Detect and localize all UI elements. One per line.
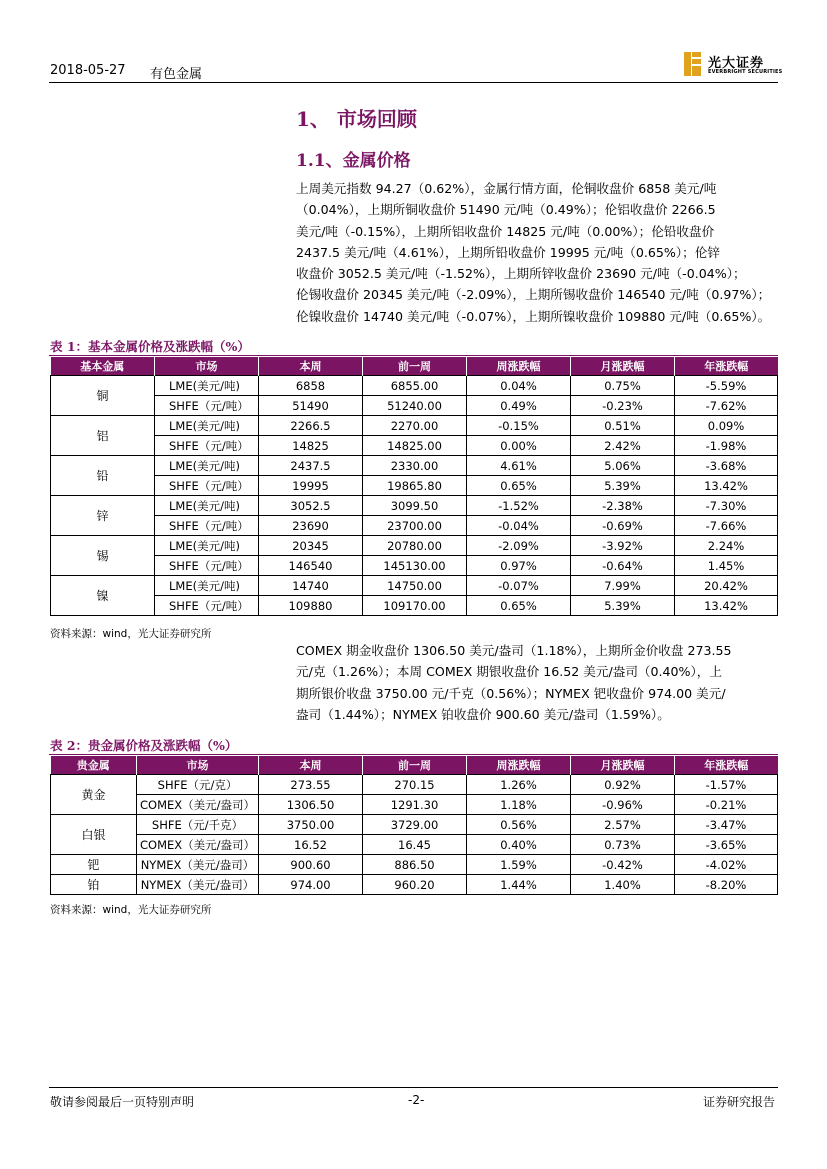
footer-doc-type: 证券研究报告: [703, 1095, 776, 1109]
yearly-change-cell: -0.21%: [675, 795, 778, 815]
market-cell: COMEX（美元/盎司）: [137, 795, 259, 815]
prev-week-cell: 886.50: [363, 855, 467, 875]
prev-week-cell: 270.15: [363, 775, 467, 795]
prev-week-cell: 51240.00: [363, 396, 467, 416]
report-date: 2018-05-27: [50, 63, 126, 78]
subsection-title: 1.1、金属价格: [296, 151, 411, 171]
this-week-cell: 974.00: [259, 875, 363, 895]
column-header: 基本金属: [51, 357, 155, 376]
yearly-change-cell: -3.47%: [675, 815, 778, 835]
yearly-change-cell: 13.42%: [675, 596, 778, 616]
page-number: -2-: [408, 1093, 425, 1107]
yearly-change-cell: -5.59%: [675, 376, 778, 396]
weekly-change-cell: 1.44%: [467, 875, 571, 895]
weekly-change-cell: 0.65%: [467, 596, 571, 616]
weekly-change-cell: 0.04%: [467, 376, 571, 396]
weekly-change-cell: -0.15%: [467, 416, 571, 436]
table2-rule: [49, 754, 778, 755]
monthly-change-cell: -0.23%: [571, 396, 675, 416]
column-header: 年涨跌幅: [675, 756, 778, 775]
market-cell: SHFE（元/吨）: [155, 556, 259, 576]
prev-week-cell: 2330.00: [363, 456, 467, 476]
market-cell: SHFE（元/吨）: [155, 596, 259, 616]
metal-name-cell: 铂: [51, 875, 137, 895]
yearly-change-cell: 2.24%: [675, 536, 778, 556]
yearly-change-cell: -7.66%: [675, 516, 778, 536]
market-cell: SHFE（元/吨）: [155, 396, 259, 416]
column-header: 前一周: [363, 756, 467, 775]
logo-mark-icon: [684, 52, 701, 76]
market-cell: NYMEX（美元/盎司）: [137, 875, 259, 895]
prev-week-cell: 14750.00: [363, 576, 467, 596]
market-cell: LME(美元/吨): [155, 536, 259, 556]
monthly-change-cell: 7.99%: [571, 576, 675, 596]
weekly-change-cell: -0.04%: [467, 516, 571, 536]
table1-source: 资料来源：wind，光大证券研究所: [50, 628, 212, 640]
table-row: [51, 795, 778, 815]
table-row: [51, 775, 778, 795]
monthly-change-cell: 0.92%: [571, 775, 675, 795]
paragraph-line: （0.04%），上期所铜收盘价 51490 元/吨（0.49%）；伦铝收盘价 2266.5: [296, 202, 716, 218]
table-row: [51, 556, 778, 576]
paragraph-line: 伦镍收盘价 14740 美元/吨（-0.07%），上期所镍收盘价 109880 元/吨（0.65%）。: [296, 308, 771, 324]
precious-metals-table: [50, 756, 778, 895]
monthly-change-cell: 2.57%: [571, 815, 675, 835]
weekly-change-cell: 1.26%: [467, 775, 571, 795]
this-week-cell: 146540: [259, 556, 363, 576]
market-cell: SHFE（元/克）: [137, 775, 259, 795]
logo-text-cn: 光大证券: [708, 56, 765, 71]
logo-text-en: EVERBRIGHT SECURITIES: [708, 69, 783, 75]
market-cell: LME(美元/吨): [155, 416, 259, 436]
monthly-change-cell: -3.92%: [571, 536, 675, 556]
column-header: 贵金属: [51, 756, 137, 775]
table-row: [51, 835, 778, 855]
monthly-change-cell: -0.42%: [571, 855, 675, 875]
table-row: [51, 596, 778, 616]
prev-week-cell: 1291.30: [363, 795, 467, 815]
table-row: [51, 456, 778, 476]
market-cell: SHFE（元/吨）: [155, 436, 259, 456]
table-header-row: [51, 756, 778, 775]
prev-week-cell: 23700.00: [363, 516, 467, 536]
prev-week-cell: 3729.00: [363, 815, 467, 835]
table-row: [51, 815, 778, 835]
table1-rule: [49, 355, 778, 356]
table-row: [51, 416, 778, 436]
metal-name-cell: 锡: [51, 536, 155, 576]
monthly-change-cell: -2.38%: [571, 496, 675, 516]
paragraph-line: 期所银价收盘 3750.00 元/千克（0.56%）；NYMEX 钯收盘价 974.00 美元/: [296, 685, 726, 701]
this-week-cell: 1306.50: [259, 795, 363, 815]
market-cell: NYMEX（美元/盎司）: [137, 855, 259, 875]
this-week-cell: 16.52: [259, 835, 363, 855]
weekly-change-cell: 4.61%: [467, 456, 571, 476]
market-cell: COMEX（美元/盎司）: [137, 835, 259, 855]
column-header: 市场: [155, 357, 259, 376]
market-cell: LME(美元/吨): [155, 496, 259, 516]
prev-week-cell: 2270.00: [363, 416, 467, 436]
this-week-cell: 23690: [259, 516, 363, 536]
metal-name-cell: 锌: [51, 496, 155, 536]
table-row: [51, 576, 778, 596]
yearly-change-cell: 20.42%: [675, 576, 778, 596]
metal-name-cell: 铜: [51, 376, 155, 416]
table1-caption: 表 1：基本金属价格及涨跌幅（%）: [50, 339, 250, 354]
table-row: [51, 396, 778, 416]
prev-week-cell: 16.45: [363, 835, 467, 855]
column-header: 本周: [259, 756, 363, 775]
yearly-change-cell: -3.68%: [675, 456, 778, 476]
monthly-change-cell: 2.42%: [571, 436, 675, 456]
market-cell: SHFE（元/吨）: [155, 476, 259, 496]
prev-week-cell: 145130.00: [363, 556, 467, 576]
table-row: [51, 875, 778, 895]
this-week-cell: 2437.5: [259, 456, 363, 476]
column-header: 周涨跌幅: [467, 756, 571, 775]
yearly-change-cell: -8.20%: [675, 875, 778, 895]
table-row: [51, 536, 778, 556]
this-week-cell: 109880: [259, 596, 363, 616]
monthly-change-cell: 5.06%: [571, 456, 675, 476]
metal-name-cell: 钯: [51, 855, 137, 875]
this-week-cell: 51490: [259, 396, 363, 416]
yearly-change-cell: 0.09%: [675, 416, 778, 436]
paragraph-line: 上周美元指数 94.27（0.62%），金属行情方面，伦铜收盘价 6858 美元/吨: [296, 181, 717, 196]
paragraph-line: 盎司（1.44%）；NYMEX 铂收盘价 900.60 美元/盎司（1.59%）。: [296, 706, 670, 722]
prev-week-cell: 960.20: [363, 875, 467, 895]
market-cell: LME(美元/吨): [155, 376, 259, 396]
yearly-change-cell: -4.02%: [675, 855, 778, 875]
monthly-change-cell: -0.69%: [571, 516, 675, 536]
section-title: 1、 市场回顾: [296, 107, 417, 131]
monthly-change-cell: 5.39%: [571, 476, 675, 496]
yearly-change-cell: -7.62%: [675, 396, 778, 416]
paragraph-line: 元/克（1.26%）；本周 COMEX 期银收盘价 16.52 美元/盎司（0.40%），上: [296, 664, 722, 680]
paragraph-line: COMEX 期金收盘价 1306.50 美元/盎司（1.18%），上期所金价收盘 273.55: [296, 643, 732, 658]
yearly-change-cell: -3.65%: [675, 835, 778, 855]
yearly-change-cell: -1.98%: [675, 436, 778, 456]
table-row: [51, 496, 778, 516]
column-header: 市场: [137, 756, 259, 775]
table2-caption: 表 2：贵金属价格及涨跌幅（%）: [50, 738, 238, 753]
column-header: 月涨跌幅: [571, 357, 675, 376]
table-row: [51, 476, 778, 496]
table-header-row: [51, 357, 778, 376]
market-cell: LME(美元/吨): [155, 456, 259, 476]
metal-name-cell: 黄金: [51, 775, 137, 815]
weekly-change-cell: 1.59%: [467, 855, 571, 875]
header-divider: [49, 82, 778, 83]
weekly-change-cell: -1.52%: [467, 496, 571, 516]
metal-name-cell: 白银: [51, 815, 137, 855]
paragraph-line: 2437.5 美元/吨（4.61%），上期所铅收盘价 19995 元/吨（0.65%）；伦锌: [296, 244, 720, 260]
column-header: 前一周: [363, 357, 467, 376]
this-week-cell: 20345: [259, 536, 363, 556]
company-logo: [684, 52, 783, 78]
this-week-cell: 900.60: [259, 855, 363, 875]
table-row: [51, 516, 778, 536]
market-review-paragraph: [296, 178, 778, 327]
monthly-change-cell: 5.39%: [571, 596, 675, 616]
this-week-cell: 3750.00: [259, 815, 363, 835]
prev-week-cell: 14825.00: [363, 436, 467, 456]
weekly-change-cell: 0.56%: [467, 815, 571, 835]
metal-name-cell: 铅: [51, 456, 155, 496]
base-metals-table: [50, 357, 778, 616]
report-category: 有色金属: [150, 67, 203, 82]
this-week-cell: 19995: [259, 476, 363, 496]
prev-week-cell: 19865.80: [363, 476, 467, 496]
column-header: 月涨跌幅: [571, 756, 675, 775]
column-header: 周涨跌幅: [467, 357, 571, 376]
monthly-change-cell: 0.51%: [571, 416, 675, 436]
market-cell: LME(美元/吨): [155, 576, 259, 596]
paragraph-line: 美元/吨（-0.15%），上期所铝收盘价 14825 元/吨（0.00%）；伦铅收盘价: [296, 223, 715, 239]
market-cell: SHFE（元/吨）: [155, 516, 259, 536]
table2-source: 资料来源：wind，光大证券研究所: [50, 904, 212, 916]
yearly-change-cell: -1.57%: [675, 775, 778, 795]
this-week-cell: 3052.5: [259, 496, 363, 516]
this-week-cell: 14740: [259, 576, 363, 596]
weekly-change-cell: 0.65%: [467, 476, 571, 496]
metal-name-cell: 镍: [51, 576, 155, 616]
weekly-change-cell: 0.00%: [467, 436, 571, 456]
paragraph-line: 伦锡收盘价 20345 美元/吨（-2.09%），上期所锡收盘价 146540 元/吨（0.97%）；: [296, 287, 771, 303]
yearly-change-cell: -7.30%: [675, 496, 778, 516]
yearly-change-cell: 13.42%: [675, 476, 778, 496]
market-cell: SHFE（元/千克）: [137, 815, 259, 835]
weekly-change-cell: 0.97%: [467, 556, 571, 576]
monthly-change-cell: -0.96%: [571, 795, 675, 815]
prev-week-cell: 20780.00: [363, 536, 467, 556]
yearly-change-cell: 1.45%: [675, 556, 778, 576]
prev-week-cell: 109170.00: [363, 596, 467, 616]
weekly-change-cell: 0.40%: [467, 835, 571, 855]
this-week-cell: 6858: [259, 376, 363, 396]
metal-name-cell: 铝: [51, 416, 155, 456]
weekly-change-cell: -0.07%: [467, 576, 571, 596]
monthly-change-cell: 0.75%: [571, 376, 675, 396]
table-row: [51, 436, 778, 456]
weekly-change-cell: 0.49%: [467, 396, 571, 416]
paragraph-line: 收盘价 3052.5 美元/吨（-1.52%），上期所锌收盘价 23690 元/吨（-0.04%）；: [296, 266, 746, 282]
monthly-change-cell: -0.64%: [571, 556, 675, 576]
prev-week-cell: 6855.00: [363, 376, 467, 396]
weekly-change-cell: -2.09%: [467, 536, 571, 556]
weekly-change-cell: 1.18%: [467, 795, 571, 815]
precious-metals-paragraph: [296, 640, 778, 725]
table-row: [51, 376, 778, 396]
this-week-cell: 2266.5: [259, 416, 363, 436]
monthly-change-cell: 1.40%: [571, 875, 675, 895]
table-row: [51, 855, 778, 875]
column-header: 本周: [259, 357, 363, 376]
prev-week-cell: 3099.50: [363, 496, 467, 516]
monthly-change-cell: 0.73%: [571, 835, 675, 855]
column-header: 年涨跌幅: [675, 357, 778, 376]
this-week-cell: 14825: [259, 436, 363, 456]
this-week-cell: 273.55: [259, 775, 363, 795]
footer-divider: [49, 1087, 778, 1088]
footer-disclaimer: 敬请参阅最后一页特别声明: [50, 1095, 195, 1109]
